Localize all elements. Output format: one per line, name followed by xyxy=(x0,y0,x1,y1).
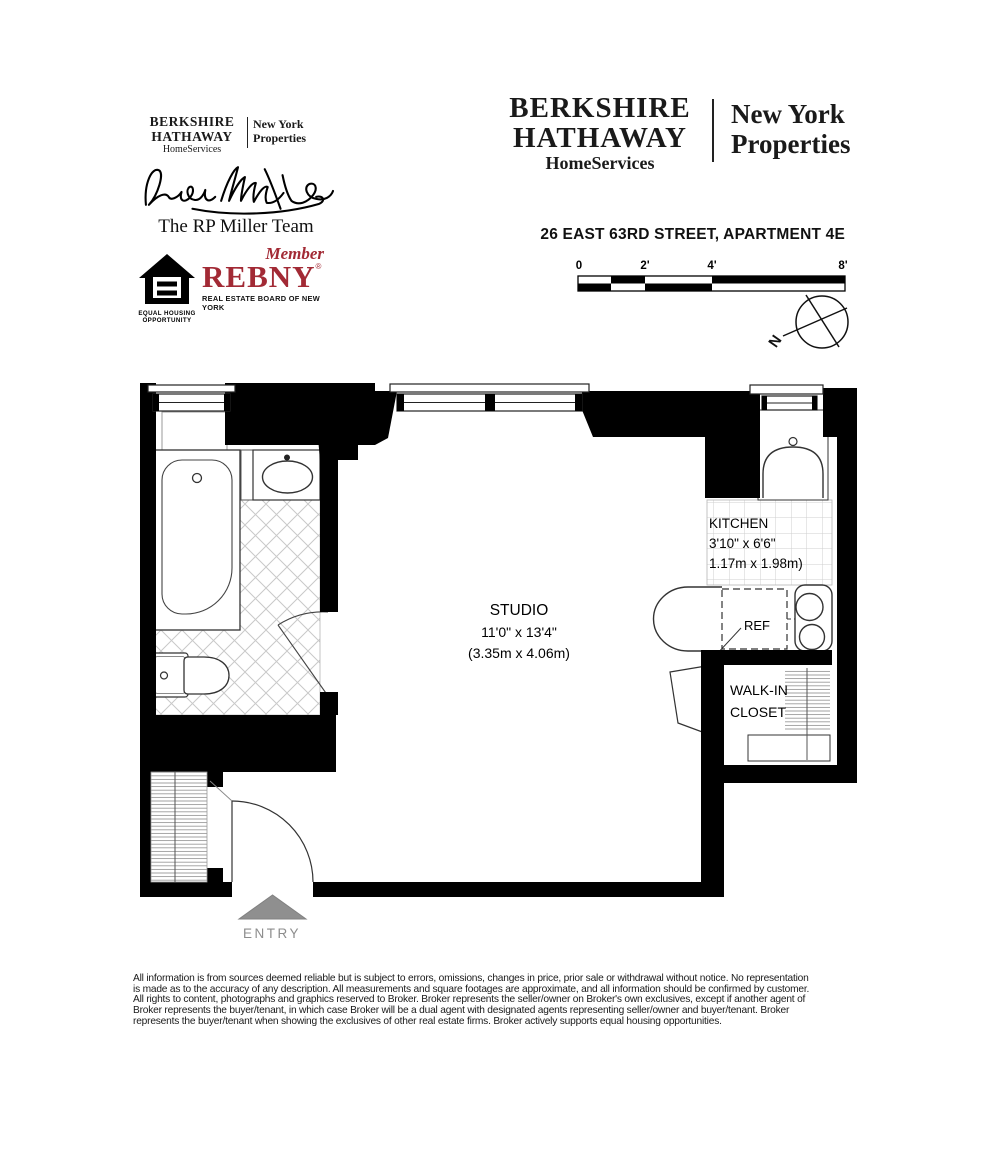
disclaimer-line: All information is from sources deemed reliable but is subject to errors, omissions, changes in price, prior sale or withdrawal without notice. No representation xyxy=(133,973,809,984)
team-name: The RP Miller Team xyxy=(158,216,314,237)
small-logo-homeservices: HomeServices xyxy=(162,144,222,155)
wall-entry-stub-top xyxy=(207,772,223,787)
bathroom-sink xyxy=(253,450,320,500)
wall-window-left-splay xyxy=(375,391,397,445)
large-logo-properties: Properties xyxy=(731,129,851,159)
wall-below-bathroom xyxy=(149,715,336,772)
studio-dimensions-m: (3.35m x 4.06m) xyxy=(468,645,570,661)
large-logo-divider xyxy=(712,99,714,162)
scale-label-8ft: 8' xyxy=(838,260,848,272)
eho-text-line1: EQUAL HOUSING xyxy=(138,310,196,317)
small-logo-newyork: New York xyxy=(253,117,304,131)
compass-north-label: N xyxy=(765,332,786,351)
compass xyxy=(765,295,848,351)
toilet xyxy=(152,653,229,697)
kitchen-dimensions-m: 1.17m x 1.98m) xyxy=(709,556,803,571)
wall-kitchen-slab xyxy=(705,391,760,498)
closet-label-line1: WALK-IN xyxy=(730,682,788,698)
small-logo-hathaway: HATHAWAY xyxy=(151,129,233,144)
wall-step xyxy=(318,438,375,460)
kitchen-faucet-icon xyxy=(789,438,797,446)
burner-icon xyxy=(796,594,823,621)
wall-top-bathroom xyxy=(225,383,375,445)
entry-closet xyxy=(151,772,207,882)
sink-divider-wall xyxy=(241,450,253,500)
tub-drain-icon xyxy=(193,474,202,483)
wall-bottom-right xyxy=(313,882,724,897)
property-address: 26 EAST 63RD STREET, APARTMENT 4E xyxy=(540,226,845,243)
equal-housing-icon xyxy=(138,253,196,305)
disclaimer-line: is made as to the accuracy of any description. All measurements and square footages are approximate, and all information should be confirmed by customer. xyxy=(133,983,810,995)
walk-in-closet xyxy=(670,665,830,761)
closet-label-line2: CLOSET xyxy=(730,704,787,720)
wall-left-upper xyxy=(140,383,156,717)
agent-signature xyxy=(138,157,336,217)
rebny-logo xyxy=(202,245,338,312)
bathroom-window xyxy=(148,385,235,411)
wall-kitchen-closet xyxy=(703,650,832,665)
entry-door-swing-arc xyxy=(232,801,313,882)
studio xyxy=(468,602,570,661)
floor-plan xyxy=(140,378,860,963)
scale-label-0: 0 xyxy=(575,260,583,272)
bathroom xyxy=(152,412,328,715)
large-logo-right xyxy=(731,99,850,159)
kitchen-label: KITCHEN xyxy=(709,516,769,531)
kitchen-counter-peninsula xyxy=(654,587,723,651)
scale-label-2ft: 2' xyxy=(640,260,650,272)
wall-bathroom-studio xyxy=(320,460,338,612)
rebny-name: REBNY xyxy=(202,259,316,294)
eho-text-line2: OPPORTUNITY xyxy=(142,317,192,324)
scale-bar-and-compass xyxy=(555,248,865,358)
sink-faucet-icon xyxy=(284,455,290,461)
window-alcove xyxy=(162,412,227,450)
kitchen-dimensions-ft: 3'10" x 6'6" xyxy=(709,536,776,551)
equal-housing-logo xyxy=(138,253,196,324)
rebny-registered-mark: ® xyxy=(315,262,322,271)
compass-needle-2 xyxy=(783,308,847,336)
wall-studio-right xyxy=(701,650,724,897)
rebny-member: Member xyxy=(265,244,324,263)
small-logo-properties: Properties xyxy=(253,131,307,145)
wall-right xyxy=(837,388,857,783)
ref-label: REF xyxy=(744,618,770,633)
disclaimer xyxy=(133,974,873,1028)
entry xyxy=(151,772,313,941)
signature-strokes xyxy=(146,167,333,213)
small-logo xyxy=(141,114,243,156)
kitchen-sink xyxy=(758,410,828,500)
wall-entry-stub-bottom xyxy=(207,868,223,882)
window-mullion xyxy=(485,394,495,411)
burner-icon xyxy=(800,625,825,650)
large-logo xyxy=(492,93,708,173)
large-logo-homeservices: HomeServices xyxy=(545,153,655,173)
small-logo-berkshire: BERKSHIRE xyxy=(149,114,235,129)
small-logo-divider xyxy=(247,117,248,148)
wall-bathroom-stub xyxy=(320,692,338,715)
compass-needle-1 xyxy=(806,295,839,347)
large-logo-hathaway: HATHAWAY xyxy=(513,122,687,154)
wall-closet-bottom xyxy=(724,765,857,783)
large-logo-newyork: New York xyxy=(731,99,845,129)
wall-bottom-left xyxy=(140,882,232,897)
disclaimer-line: All rights to content, photographs and graphics reserved to Broker. Broker represents the seller/owner on Broker's own exclusives, except if another agent of xyxy=(133,994,806,1006)
entry-label: ENTRY xyxy=(242,926,302,941)
bathtub xyxy=(155,450,240,630)
scale-label-4ft: 4' xyxy=(707,260,717,272)
closet-shelf xyxy=(748,735,830,761)
wall-top-studio-right xyxy=(582,391,707,437)
rebny-tagline: REAL ESTATE BOARD OF NEW YORK xyxy=(202,294,321,312)
studio-label: STUDIO xyxy=(489,602,549,619)
disclaimer-line: represents the buyer/tenant when showing the exclusives of other real estate firms. Broker actively supports equal housing opportunities. xyxy=(133,1015,722,1027)
scale-bar xyxy=(576,260,848,291)
large-logo-berkshire: BERKSHIRE xyxy=(509,92,691,124)
studio-window xyxy=(390,384,589,411)
entry-arrow-icon xyxy=(239,895,306,919)
compass-circle xyxy=(796,296,848,348)
studio-dimensions-ft: 11'0" x 13'4" xyxy=(481,624,557,640)
disclaimer-line: Broker represents the buyer/tenant, in which case Broker will be a dual agent with designated agents representing seller/owner and buyer/tenant. Broker xyxy=(133,1005,790,1017)
kitchen-window xyxy=(750,385,823,410)
stove xyxy=(795,585,832,651)
small-logo-right xyxy=(253,117,306,145)
